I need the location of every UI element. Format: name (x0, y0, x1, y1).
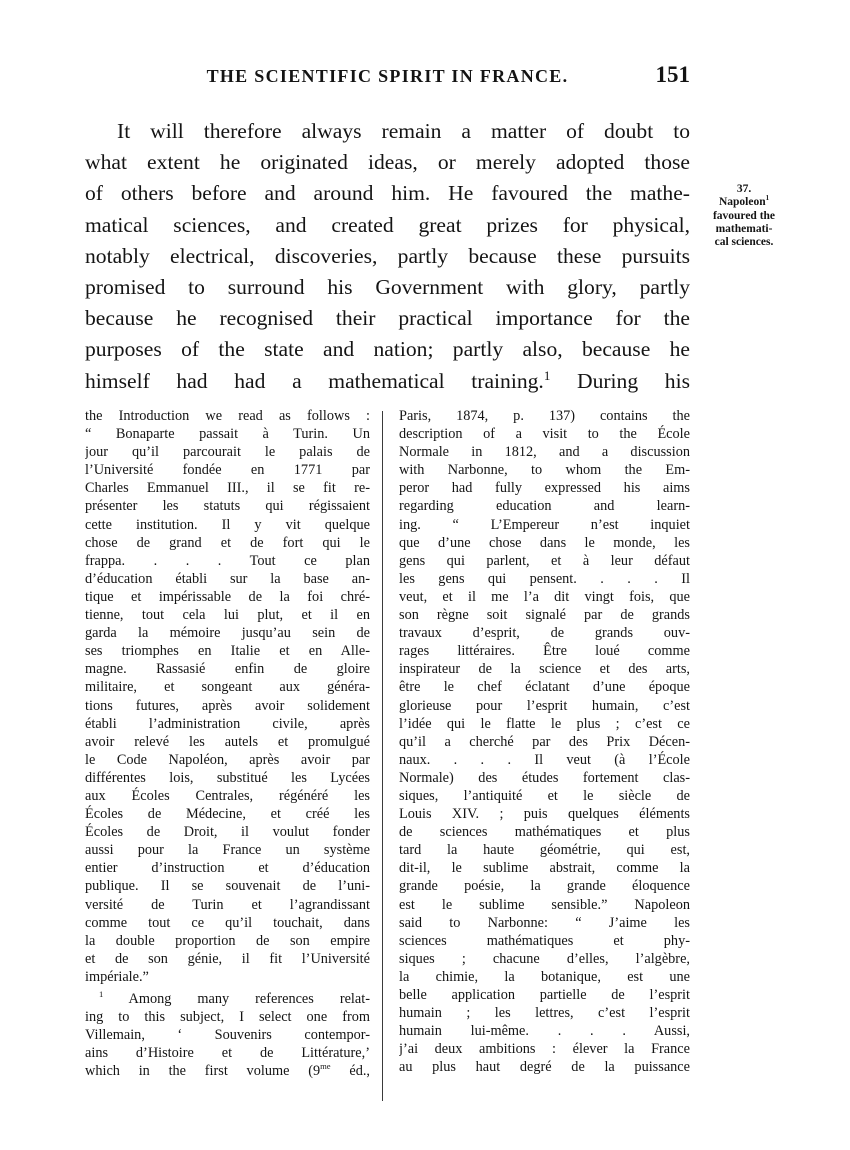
main-line-text: During his (576, 368, 690, 393)
footnote-line: avoir relevé les autels et promulgué (85, 733, 370, 750)
footnote-line: tard la haute géométrie, qui est, (399, 842, 690, 859)
margin-note-sup: 1 (765, 195, 770, 203)
margin-note-line: Napoleon (718, 196, 766, 209)
footnote-line: humain lui-même. . . . Aussi, (399, 1023, 690, 1040)
footnote-line: Écoles de Droit, il voulut fonder (85, 824, 370, 841)
margin-note-line: mathemati- (715, 222, 773, 235)
running-title: THE SCIENTIFIC SPIRIT IN FRANCE. (206, 66, 569, 86)
margin-note (700, 183, 788, 249)
footnote-line: gens qui parlent, et à leur défaut (399, 552, 690, 569)
main-line-text: himself had had a mathematical training. (85, 368, 544, 393)
footnote-line: le Code Napoléon, après avoir par (85, 751, 370, 768)
main-line: of others before and around him. He favoured the mathe- (85, 181, 690, 206)
footnote-line: the Introduction we read as follows : (85, 408, 370, 424)
footnote-line (85, 1062, 370, 1080)
footnote-line: la chimie, la botanique, est une (399, 968, 690, 985)
page-number: 151 (655, 62, 690, 87)
footnote-line: grande poésie, la grande éloquence (399, 878, 690, 895)
margin-note-number: 37. (736, 183, 752, 195)
footnote-line: Louis XIV. ; puis quelques éléments (399, 806, 690, 823)
footnotes-left-column (85, 407, 370, 1080)
main-line: notably electrical, discoveries, partly because these pursuits (85, 243, 690, 268)
column-divider (382, 411, 383, 1101)
footnote-line: ains d’Histoire et de Littérature,’ (85, 1045, 370, 1062)
footnote-reference: 1 (543, 367, 551, 383)
footnote-line: et de son génie, il fit l’Université (85, 950, 370, 967)
footnote-line: siques, l’antiquité et le siècle de (399, 787, 690, 804)
running-head (85, 64, 690, 92)
footnote-line: d’éducation établi sur la base an- (85, 570, 370, 587)
footnote-line: rages littéraires. Être loué comme (399, 643, 690, 660)
margin-note-line: favoured the (712, 209, 776, 222)
footnote-line: son règne soit signalé par de grands (399, 607, 690, 624)
footnote-line: est le sublime sensible.” Napoleon (399, 896, 690, 913)
footnotes-right-column (399, 407, 690, 1076)
footnote-line: Paris, 1874, p. 137) contains the (399, 408, 690, 424)
footnote-line: Normale) des études fortement clas- (399, 769, 690, 786)
footnote-line: versité de Turin et l’agrandissant (85, 896, 370, 913)
main-line: It will therefore always remain a matter of doubt to (117, 119, 690, 143)
footnote-line: magne. Rassasié enfin de gloire (85, 661, 370, 678)
main-line (85, 366, 690, 397)
footnote-line: said to Narbonne: “ J’aime les (399, 914, 690, 931)
footnote-line: impériale.” (85, 968, 149, 985)
footnote-line: jour qu’il parcourait le palais de (85, 444, 370, 461)
edition-superscript: me (320, 1062, 331, 1072)
footnote-line: cette institution. Il y vit quelque (85, 516, 370, 533)
footnote-text: éd., (330, 1063, 370, 1080)
footnotes (85, 407, 690, 1107)
footnote-line: Charles Emmanuel III., il se fit re- (85, 480, 370, 497)
footnote-line: aux Écoles Centrales, régénéré les (85, 787, 370, 804)
footnote-line: tique et impérissable de la foi chré- (85, 588, 370, 605)
footnote-line: être le chef éclatant d’une époque (399, 679, 690, 696)
footnote-line: comme tout ce qu’il touchait, dans (85, 914, 370, 931)
footnote-line: l’idée qui le flatte le plus ; c’est ce (399, 715, 690, 732)
footnote-line: les gens qui pensent. . . . Il (399, 570, 690, 587)
footnote-line: présenter les statuts qui régissaient (85, 498, 370, 515)
footnote-line: l’Université fondée en 1771 par (85, 462, 370, 479)
footnote-line: ses triomphes en Italie et en Alle- (85, 643, 370, 660)
footnote-line: glorieuse pour l’esprit humain, c’est (399, 697, 690, 714)
footnote-line: Villemain, ‘ Souvenirs contempor- (85, 1027, 370, 1044)
footnote-line: qu’il a cherché par des Prix Décen- (399, 733, 690, 750)
footnote-line: établi l’administration civile, après (85, 715, 370, 732)
footnote-line: dit-il, le sublime abstrait, comme la (399, 860, 690, 877)
footnote-line: la double proportion de son empire (85, 932, 370, 949)
footnote-line: peror had fully expressed his aims (399, 480, 690, 497)
footnote-line (85, 990, 370, 1008)
footnote-mark: 1 (99, 990, 104, 1000)
main-line: promised to surround his Government with glory, partly (85, 274, 690, 299)
footnote-line: veut, et il me l’a dit vingt fois, que (399, 588, 690, 605)
footnote-line: que d’une chose dans le monde, les (399, 534, 690, 551)
footnote-line: inspirateur de la science et des arts, (399, 661, 690, 678)
footnote-line: siques ; chacune d’elles, l’algèbre, (399, 950, 690, 967)
footnote-line: différentes lois, substitué les Lycées (85, 769, 370, 786)
footnote-line: travaux d’esprit, de grands ouv- (399, 625, 690, 642)
footnote-line: description of a visit to the École (399, 426, 690, 443)
footnote-line: “ Bonaparte passait à Turin. Un (85, 426, 370, 443)
footnote-line: naux. . . . Il veut (à l’École (399, 751, 690, 768)
footnote-line: militaire, et songeant aux généra- (85, 679, 370, 696)
footnote-line: sciences mathématiques et phy- (399, 932, 690, 949)
footnote-line: entier d’instruction et d’éducation (85, 860, 370, 877)
footnote-line: Écoles de Médecine, et créé les (85, 806, 370, 823)
footnote-line: garda la mémoire jusqu’au sein de (85, 625, 370, 642)
footnote-line: ing to this subject, I select one from (85, 1009, 370, 1026)
footnote-line: aussi pour la France un système (85, 842, 370, 859)
footnote-line: belle application partielle de l’esprit (399, 987, 690, 1003)
footnote-line: regarding education and learn- (399, 498, 690, 515)
footnote-line: au plus haut degré de la puissance (399, 1059, 690, 1076)
footnote-text: which in the first volume (9 (85, 1063, 321, 1080)
footnote-line: publique. Il se souvenait de l’uni- (85, 878, 370, 895)
margin-note-line: cal sciences. (714, 236, 774, 249)
main-line: matical sciences, and created great prizes for physical, (85, 212, 690, 237)
footnote-line: j’ai deux ambitions : élever la France (399, 1041, 690, 1058)
footnote-line: chose de grand et de fort qui le (85, 534, 370, 551)
footnote-line: tienne, tout cela lui plut, et il en (85, 607, 370, 624)
footnote-line: frappa. . . . Tout ce plan (85, 552, 370, 569)
footnote-line: with Narbonne, to whom the Em- (399, 462, 690, 479)
footnote-line: de sciences mathématiques et plus (399, 824, 690, 841)
main-line: what extent he originated ideas, or merely adopted those (85, 150, 690, 175)
main-line: purposes of the state and nation; partly also, because he (85, 337, 690, 362)
footnote-line: tions futures, après avoir solidement (85, 697, 370, 714)
footnote-text: Among many references relat- (128, 991, 370, 1007)
footnote-line: Normale in 1812, and a discussion (399, 444, 690, 461)
footnote-line: humain ; les lettres, c’est l’esprit (399, 1005, 690, 1022)
main-paragraph (85, 116, 690, 397)
footnote-line: ing. “ L’Empereur n’est inquiet (399, 516, 690, 533)
main-line: because he recognised their practical importance for the (85, 306, 690, 331)
